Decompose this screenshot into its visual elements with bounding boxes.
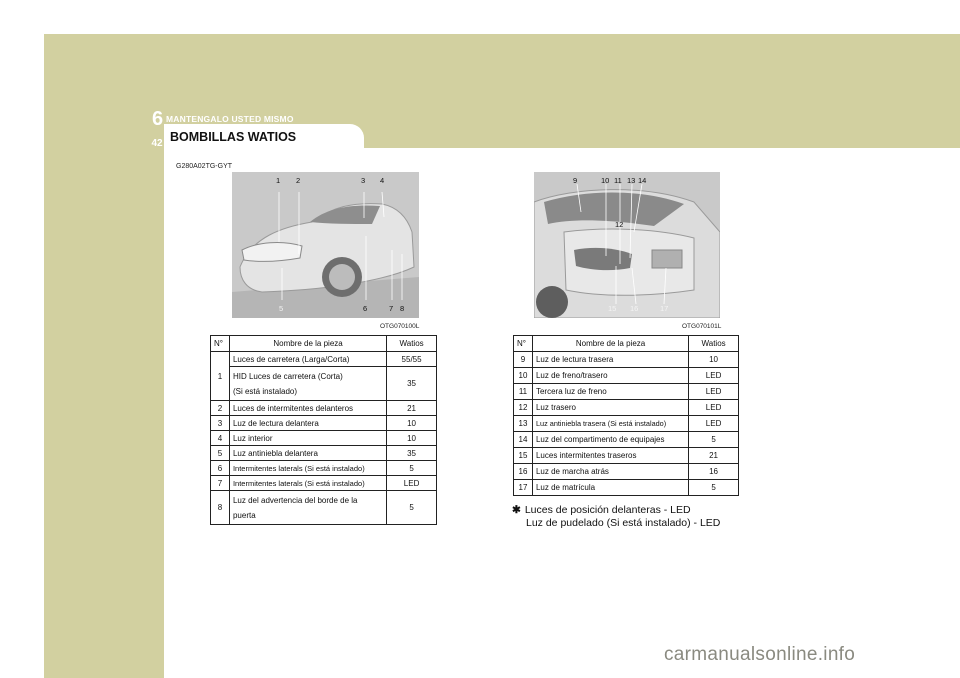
front-bulb-table	[210, 335, 437, 525]
callout-8: 8	[400, 304, 405, 313]
row-watts: 5	[387, 461, 437, 476]
row-watts: 35	[387, 367, 437, 401]
row-watts: 35	[387, 446, 437, 461]
row-watts: 21	[689, 448, 739, 464]
row-num: 17	[514, 480, 533, 496]
row-name: Luces intermitentes traseros	[532, 448, 688, 464]
led-note	[512, 504, 720, 530]
table-row	[211, 446, 437, 461]
row-num: 8	[211, 491, 230, 525]
row-name: Luces de carretera (Larga/Corta)	[229, 352, 386, 367]
row-watts: 10	[387, 416, 437, 431]
table-row	[514, 352, 739, 368]
table-row	[211, 367, 437, 401]
front-photo-caption: OTG070100L	[380, 323, 420, 330]
row-name: Luz de lectura trasera	[532, 352, 688, 368]
row-watts: LED	[689, 400, 739, 416]
row-num: 11	[514, 384, 533, 400]
row-num: 16	[514, 464, 533, 480]
row-num: 5	[211, 446, 230, 461]
callout-15: 15	[608, 304, 617, 313]
row-name: Luz trasero	[532, 400, 688, 416]
row-watts: 10	[689, 352, 739, 368]
rear-bulb-table	[513, 335, 739, 496]
header-name: Nombre de la pieza	[532, 336, 688, 352]
row-watts: 21	[387, 401, 437, 416]
callout-5: 5	[279, 304, 284, 313]
row-name: Luz del advertencia del borde de la puerta	[229, 491, 386, 525]
row-name: Intermitentes laterals (Si está instalado)	[229, 476, 386, 491]
row-num: 14	[514, 432, 533, 448]
table-row	[211, 401, 437, 416]
row-num: 7	[211, 476, 230, 491]
header-watts: Watios	[387, 336, 437, 352]
section-title: MANTENGALO USTED MISMO	[166, 114, 294, 124]
table-row	[514, 480, 739, 496]
row-watts: 16	[689, 464, 739, 480]
row-watts: 10	[387, 431, 437, 446]
row-watts: LED	[387, 476, 437, 491]
page-number: 42	[151, 138, 163, 149]
table-row	[514, 464, 739, 480]
table-header-row	[514, 336, 739, 352]
row-name: Luz del compartimento de equipajes	[532, 432, 688, 448]
table-row	[514, 400, 739, 416]
document-code: G280A02TG-GYT	[176, 163, 233, 170]
callout-17: 17	[660, 304, 669, 313]
header-name: Nombre de la pieza	[229, 336, 386, 352]
callout-9: 9	[573, 176, 578, 185]
note-line-1: Luces de posición delanteras - LED	[524, 504, 691, 516]
table-row	[211, 352, 437, 367]
row-name: HID Luces de carretera (Corta) (Si está instalado)	[229, 367, 386, 401]
callout-3: 3	[361, 176, 366, 185]
watermark: carmanualsonline.info	[664, 644, 856, 665]
row-num: 15	[514, 448, 533, 464]
note-star-icon: ✱	[512, 504, 521, 516]
row-num: 9	[514, 352, 533, 368]
row-watts: 55/55	[387, 352, 437, 367]
table-header-row	[211, 336, 437, 352]
front-car-photo	[232, 172, 419, 318]
row-name: Tercera luz de freno	[532, 384, 688, 400]
section-number: 6	[152, 108, 164, 130]
row-num: 1	[211, 352, 230, 401]
row-num: 3	[211, 416, 230, 431]
table-row	[514, 448, 739, 464]
table-row	[211, 431, 437, 446]
row-name: Luz antiniebla trasera (Si está instalado)	[532, 416, 688, 432]
rear-car-photo	[534, 172, 720, 318]
row-watts: 5	[689, 432, 739, 448]
row-watts: LED	[689, 384, 739, 400]
table-row	[211, 476, 437, 491]
table-row	[514, 368, 739, 384]
callout-4: 4	[380, 176, 385, 185]
row-watts: LED	[689, 368, 739, 384]
table-row	[514, 384, 739, 400]
row-name: Luz de freno/trasero	[532, 368, 688, 384]
header-watts: Watios	[689, 336, 739, 352]
note-line-2: Luz de pudelado (Si está instalado) - LED	[526, 517, 721, 529]
row-name: Luz de lectura delantera	[229, 416, 386, 431]
row-num: 6	[211, 461, 230, 476]
row-watts: 5	[689, 480, 739, 496]
table-row	[211, 461, 437, 476]
row-name: Intermitentes laterals (Si está instalado)	[229, 461, 386, 476]
rear-photo-caption: OTG070101L	[682, 323, 722, 330]
callout-11: 11	[614, 176, 622, 185]
page-heading: BOMBILLAS WATIOS	[170, 130, 297, 144]
row-name: Luz antiniebla delantera	[229, 446, 386, 461]
callout-1: 1	[276, 176, 281, 185]
table-row	[211, 416, 437, 431]
callout-2: 2	[296, 176, 301, 185]
callout-16: 16	[630, 304, 639, 313]
row-num: 4	[211, 431, 230, 446]
row-num: 12	[514, 400, 533, 416]
header-num: N°	[211, 336, 230, 352]
callout-10: 10	[601, 176, 610, 185]
callout-6: 6	[363, 304, 368, 313]
row-watts: 5	[387, 491, 437, 525]
row-num: 10	[514, 368, 533, 384]
table-row	[211, 491, 437, 525]
row-name: Luz interior	[229, 431, 386, 446]
row-num: 13	[514, 416, 533, 432]
row-name: Luz de marcha atrás	[532, 464, 688, 480]
table-row	[514, 432, 739, 448]
row-name: Luces de intermitentes delanteros	[229, 401, 386, 416]
row-watts: LED	[689, 416, 739, 432]
header-num: N°	[514, 336, 533, 352]
callout-7: 7	[389, 304, 394, 313]
callout-12: 12	[615, 220, 624, 229]
row-name: Luz de matrícula	[532, 480, 688, 496]
table-row	[514, 416, 739, 432]
callout-14: 14	[638, 176, 647, 185]
row-num: 2	[211, 401, 230, 416]
callout-13: 13	[627, 176, 636, 185]
